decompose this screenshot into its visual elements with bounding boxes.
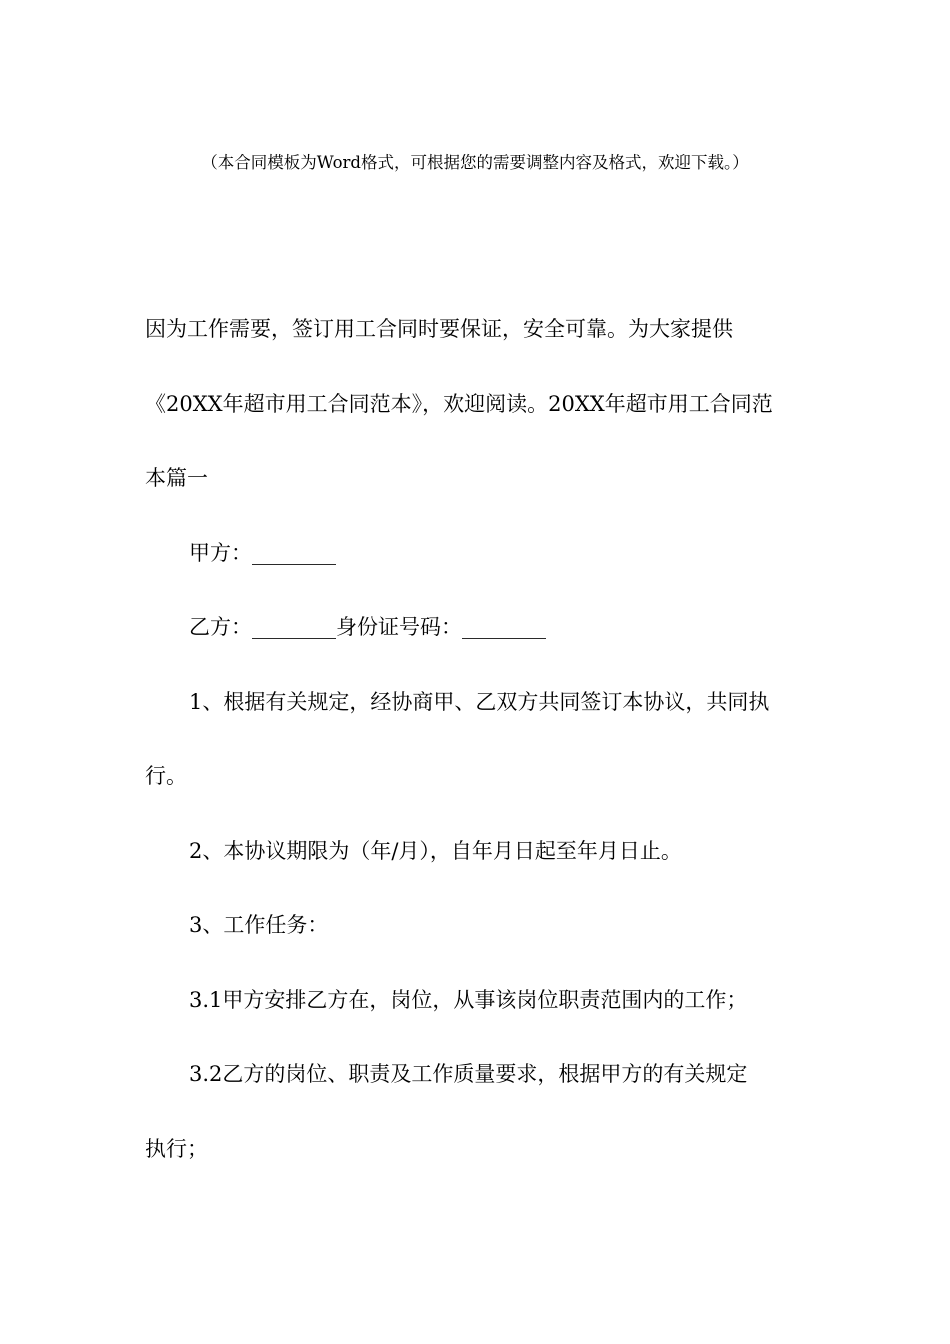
- body-line-3: 本篇一: [145, 466, 208, 490]
- clause-3-2-continuation: 执行；: [145, 1136, 208, 1161]
- body-line-2: 《20XX年超市用工合同范本》，欢迎阅读。20XX年超市用工合同范: [145, 391, 773, 416]
- clause-3-2-line: 3.2乙方的岗位、职责及工作质量要求，根据甲方的有关规定: [189, 1062, 748, 1086]
- clause-3-1-line: 3.1甲方安排乙方在，岗位，从事该岗位职责范围内的工作；: [189, 987, 748, 1012]
- contract-body: [145, 292, 810, 1186]
- clause-1-continuation: 行。: [145, 764, 187, 788]
- clause-2-line: 2、本协议期限为（年/月），自年月日起至年月日止。: [189, 838, 682, 863]
- clause-3-line: 3、工作任务：: [189, 913, 329, 937]
- party-a-line: 甲方：________: [189, 540, 336, 565]
- template-note: （本合同模板为Word格式，可根据您的需要调整内容及格式，欢迎下载。）: [201, 153, 749, 172]
- clause-1-line: 1、根据有关规定，经协商甲、乙双方共同签订本协议，共同执: [189, 689, 770, 714]
- body-line-1: 因为工作需要，签订用工合同时要保证，安全可靠。为大家提供: [145, 317, 733, 341]
- party-b-line: 乙方：________身份证号码：________: [189, 615, 546, 639]
